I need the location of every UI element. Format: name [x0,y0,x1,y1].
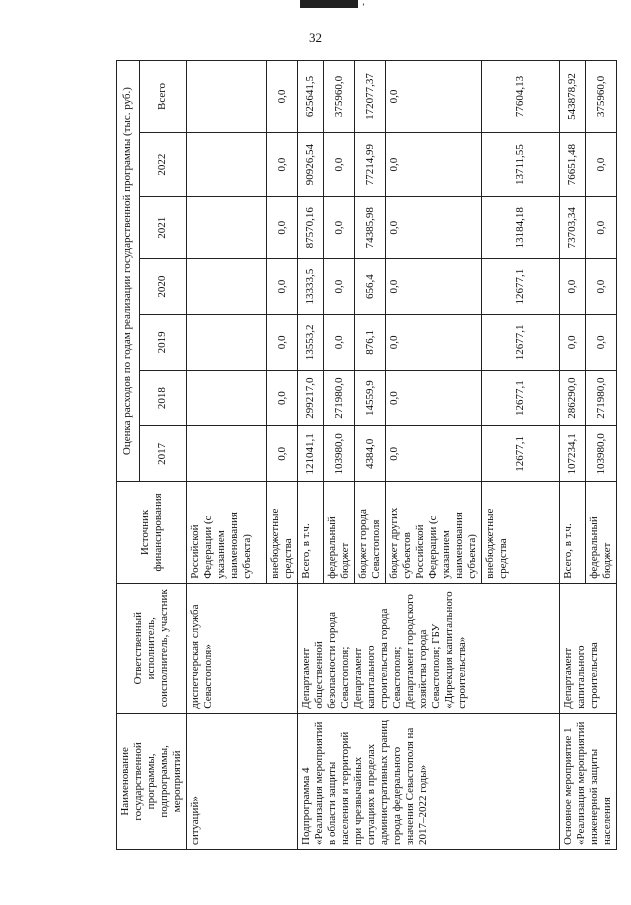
value-cell: 4384,0 [355,426,386,482]
program-name: Основное мероприятие 1 «Реализация мероприятий инженерной защиты населения [560,713,617,849]
source-label: внебюджетные средства [267,482,298,584]
value-cell [187,370,267,426]
value-cell: 13184,18 [482,197,560,259]
value-cell: 271980,0 [586,370,617,426]
rotated-table-container [116,60,611,850]
value-cell: 0,0 [267,61,298,133]
value-cell: 77604,13 [482,61,560,133]
value-cell: 0,0 [267,426,298,482]
source-label: внебюджетные средства [482,482,560,584]
value-cell: 876,1 [355,314,386,370]
value-cell: 0,0 [560,314,586,370]
value-cell: 0,0 [386,132,482,196]
value-cell: 103980,0 [324,426,355,482]
value-cell: 77214,99 [355,132,386,196]
value-cell: 0,0 [386,197,482,259]
source-label: Всего, в т.ч. [560,482,586,584]
value-cell: 12677,1 [482,314,560,370]
scan-mark-glyph: ʼ [362,2,365,12]
source-label: бюджет других субъектов Российской Федерации (с указанием наименования субъекта) [386,482,482,584]
value-cell [187,197,267,259]
value-cell: 87570,16 [298,197,324,259]
value-cell: 0,0 [324,314,355,370]
header-total: Всего [139,61,186,133]
value-cell: 0,0 [267,259,298,315]
value-cell: 121041,1 [298,426,324,482]
value-cell: 0,0 [324,259,355,315]
value-cell: 0,0 [267,132,298,196]
value-cell: 13711,55 [482,132,560,196]
value-cell [187,259,267,315]
value-cell: 103980,0 [586,426,617,482]
value-cell: 0,0 [560,259,586,315]
header-year: 2020 [139,259,186,315]
header-name: Наименование государственной программы, подпрограммы, мероприятий [117,713,187,849]
scan-mark [300,0,358,8]
value-cell: 0,0 [386,426,482,482]
value-cell: 12677,1 [482,370,560,426]
value-cell: 90926,54 [298,132,324,196]
source-label: федеральный бюджет [324,482,355,584]
value-cell: 107234,1 [560,426,586,482]
source-label: Всего, в т.ч. [298,482,324,584]
source-label: Российской Федерации (с указанием наименования субъекта) [187,482,267,584]
value-cell: 172077,37 [355,61,386,133]
program-executor: Департамент капитального строительства [560,583,617,713]
budget-table [116,60,617,850]
value-cell: 0,0 [267,314,298,370]
value-cell: 73703,34 [560,197,586,259]
program-name: ситуаций» [187,713,298,849]
program-name: Подпрограмма 4 «Реализация мероприятий в области защиты населения и территорий при чрезвычайных ситуациях в пределах административных границ города федерального значения Севастополя на 2017–2022 годы» [298,713,560,849]
value-cell [187,132,267,196]
page-number: 32 [309,30,322,45]
header-year: 2022 [139,132,186,196]
value-cell: 14559,9 [355,370,386,426]
value-cell: 656,4 [355,259,386,315]
header-year: 2019 [139,314,186,370]
header-estimate: Оценка расходов по годам реализации государственной программы (тыс. руб.) [117,61,140,482]
value-cell: 12677,1 [482,259,560,315]
header-year: 2018 [139,370,186,426]
value-cell: 0,0 [386,314,482,370]
value-cell: 0,0 [324,197,355,259]
value-cell: 13333,5 [298,259,324,315]
value-cell: 74385,98 [355,197,386,259]
value-cell: 375960,0 [586,61,617,133]
source-label: бюджет города Севастополя [355,482,386,584]
value-cell: 543878,92 [560,61,586,133]
value-cell: 625641,5 [298,61,324,133]
value-cell: 0,0 [586,314,617,370]
header-year: 2017 [139,426,186,482]
value-cell: 0,0 [324,132,355,196]
value-cell: 0,0 [586,259,617,315]
value-cell: 0,0 [586,197,617,259]
value-cell: 0,0 [386,61,482,133]
header-executor: Ответственный исполнитель, соисполнитель, участник [117,583,187,713]
value-cell: 0,0 [586,132,617,196]
value-cell: 0,0 [386,370,482,426]
value-cell: 13553,2 [298,314,324,370]
value-cell [187,426,267,482]
value-cell: 271980,0 [324,370,355,426]
value-cell: 299217,0 [298,370,324,426]
value-cell: 286290,0 [560,370,586,426]
value-cell: 12677,1 [482,426,560,482]
value-cell: 0,0 [267,370,298,426]
program-executor: Департамент общественной безопасности города Севастополя; Департамент капитального строительства города Севастополя; Департамент городского хозяйства города Севастополя; ГБУ «Дирекция капитального строительства» [298,583,560,713]
value-cell: 0,0 [386,259,482,315]
value-cell: 76651,48 [560,132,586,196]
header-year: 2021 [139,197,186,259]
header-source: Источник финансирования [117,482,187,584]
source-label: федеральный бюджет [586,482,617,584]
value-cell: 0,0 [267,197,298,259]
value-cell [187,314,267,370]
value-cell: 375960,0 [324,61,355,133]
value-cell [187,61,267,133]
program-executor: диспетчерская служба Севастополя» [187,583,298,713]
